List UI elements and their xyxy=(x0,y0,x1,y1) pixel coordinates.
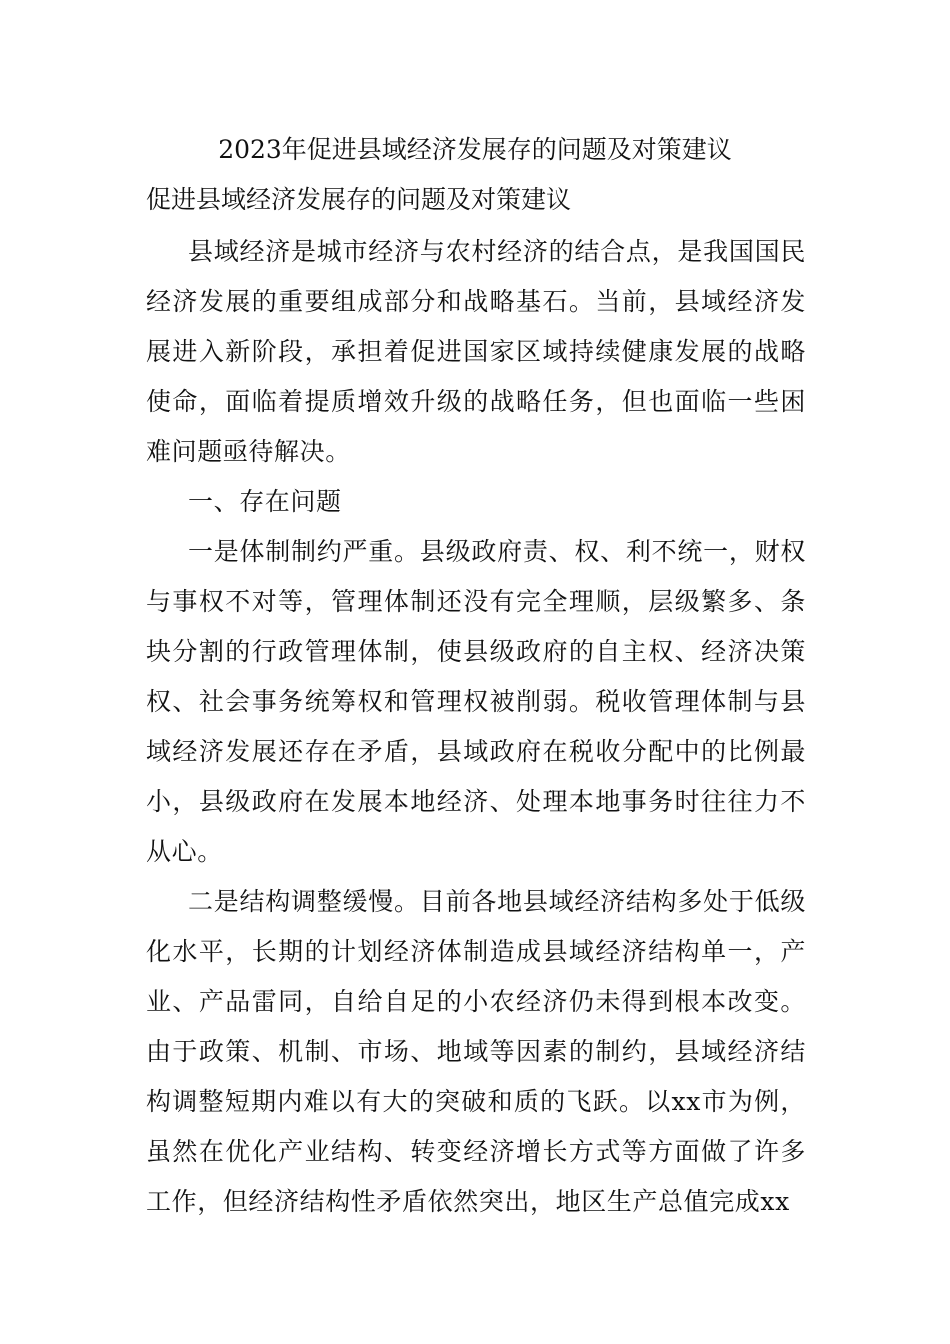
document-subtitle: 促进县域经济发展存的问题及对策建议 xyxy=(146,185,572,214)
document-body xyxy=(146,227,806,1227)
document-title: 2023年促进县域经济发展存的问题及对策建议 xyxy=(218,135,732,164)
section-heading-problems: 一、存在问题 xyxy=(188,487,342,516)
paragraph-structural-adjustment: 二是结构调整缓慢。目前各地县域经济结构多处于低级化水平，长期的计划经济体制造成县域经济结构单一，产业、产品雷同，自给自足的小农经济仍未得到根本改变。由于政策、机制、市场、地域等因素的制约，县域经济结构调整短期内难以有大的突破和质的飞跃。以xx市为例，虽然在优化产业结构、转变经济增长方式等方面做了许多工作，但经济结构性矛盾依然突出，地区生产总值完成xx xyxy=(146,887,806,1216)
paragraph-intro: 县域经济是城市经济与农村经济的结合点，是我国国民经济发展的重要组成部分和战略基石。当前，县域经济发展进入新阶段，承担着促进国家区域持续健康发展的战略使命，面临着提质增效升级的战略任务，但也面临一些困难问题亟待解决。 xyxy=(146,237,806,466)
paragraph-institutional-constraints: 一是体制制约严重。县级政府责、权、利不统一，财权与事权不对等，管理体制还没有完全理顺，层级繁多、条块分割的行政管理体制，使县级政府的自主权、经济决策权、社会事务统筹权和管理权被削弱。税收管理体制与县域经济发展还存在矛盾，县域政府在税收分配中的比例最小，县级政府在发展本地经济、处理本地事务时往往力不从心。 xyxy=(146,537,806,866)
